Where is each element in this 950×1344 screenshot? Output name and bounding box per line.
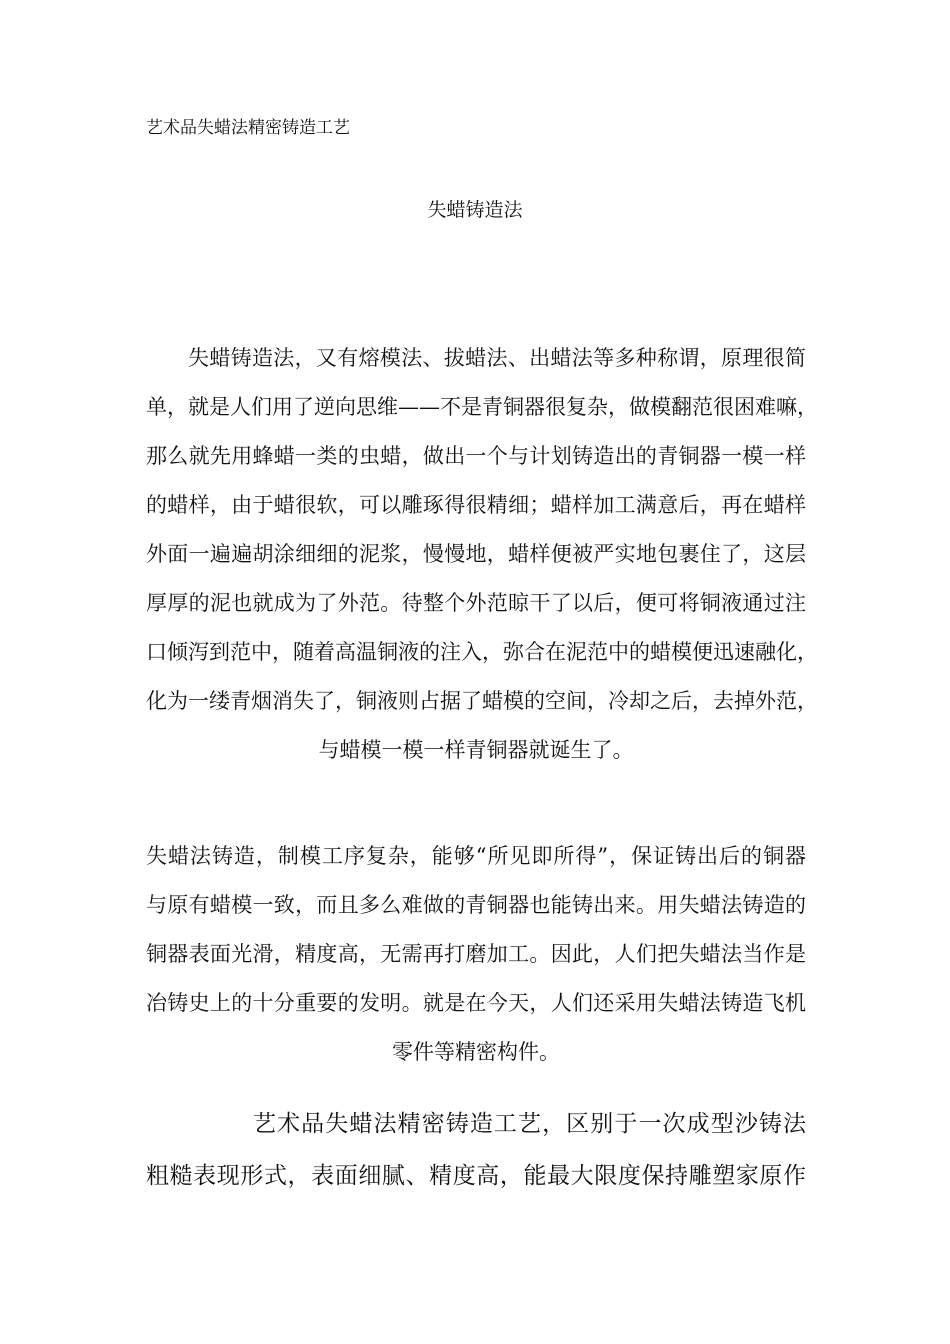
paragraph-line: 厚厚的泥也就成为了外范。待整个外范晾干了以后，便可将铜液通过注 (146, 591, 806, 615)
paragraph-line: 粗糙表现形式，表面细腻、精度高，能最大限度保持雕塑家原作 (146, 1163, 806, 1189)
paragraph-line: 那么就先用蜂蜡一类的虫蜡，做出一个与计划铸造出的青铜器一模一样 (146, 444, 806, 468)
paragraph-line: 化为一缕青烟消失了，铜液则占据了蜡模的空间，冷却之后，去掉外范， (146, 689, 818, 713)
paragraph-line: 与蜡模一模一样青铜器就诞生了。 (318, 738, 634, 762)
paragraph-line: 单，就是人们用了逆向思维——不是青铜器很复杂，做模翻范很困难嘛， (146, 395, 818, 419)
paragraph-line: 失蜡铸造法，又有熔模法、拔蜡法、出蜡法等多种称谓，原理很简 (188, 346, 806, 370)
document-heading: 艺术品失蜡法精密铸造工艺 (146, 118, 350, 138)
paragraph-line: 铜器表面光滑，精度高，无需再打磨加工。因此，人们把失蜡法当作是 (146, 942, 806, 966)
paragraph-line: 与原有蜡模一致，而且多么难做的青铜器也能铸出来。用失蜡法铸造的 (146, 893, 806, 917)
paragraph-line: 零件等精密构件。 (392, 1040, 560, 1064)
paragraph-line: 的蜡样，由于蜡很软，可以雕琢得很精细；蜡样加工满意后，再在蜡样 (146, 493, 806, 517)
paragraph-line: 外面一遍遍胡涂细细的泥浆，慢慢地，蜡样便被严实地包裹住了，这层 (146, 542, 806, 566)
paragraph-line: 口倾泻到范中，随着高温铜液的注入，弥合在泥范中的蜡模便迅速融化， (146, 640, 818, 664)
paragraph-line: 冶铸史上的十分重要的发明。就是在今天，人们还采用失蜡法铸造飞机 (146, 991, 806, 1015)
paragraph-line: 失蜡法铸造，制模工序复杂，能够“所见即所得”，保证铸出后的铜器 (146, 844, 806, 868)
document-title: 失蜡铸造法 (427, 199, 523, 221)
paragraph-line: 艺术品失蜡法精密铸造工艺，区别于一次成型沙铸法 (253, 1111, 806, 1137)
